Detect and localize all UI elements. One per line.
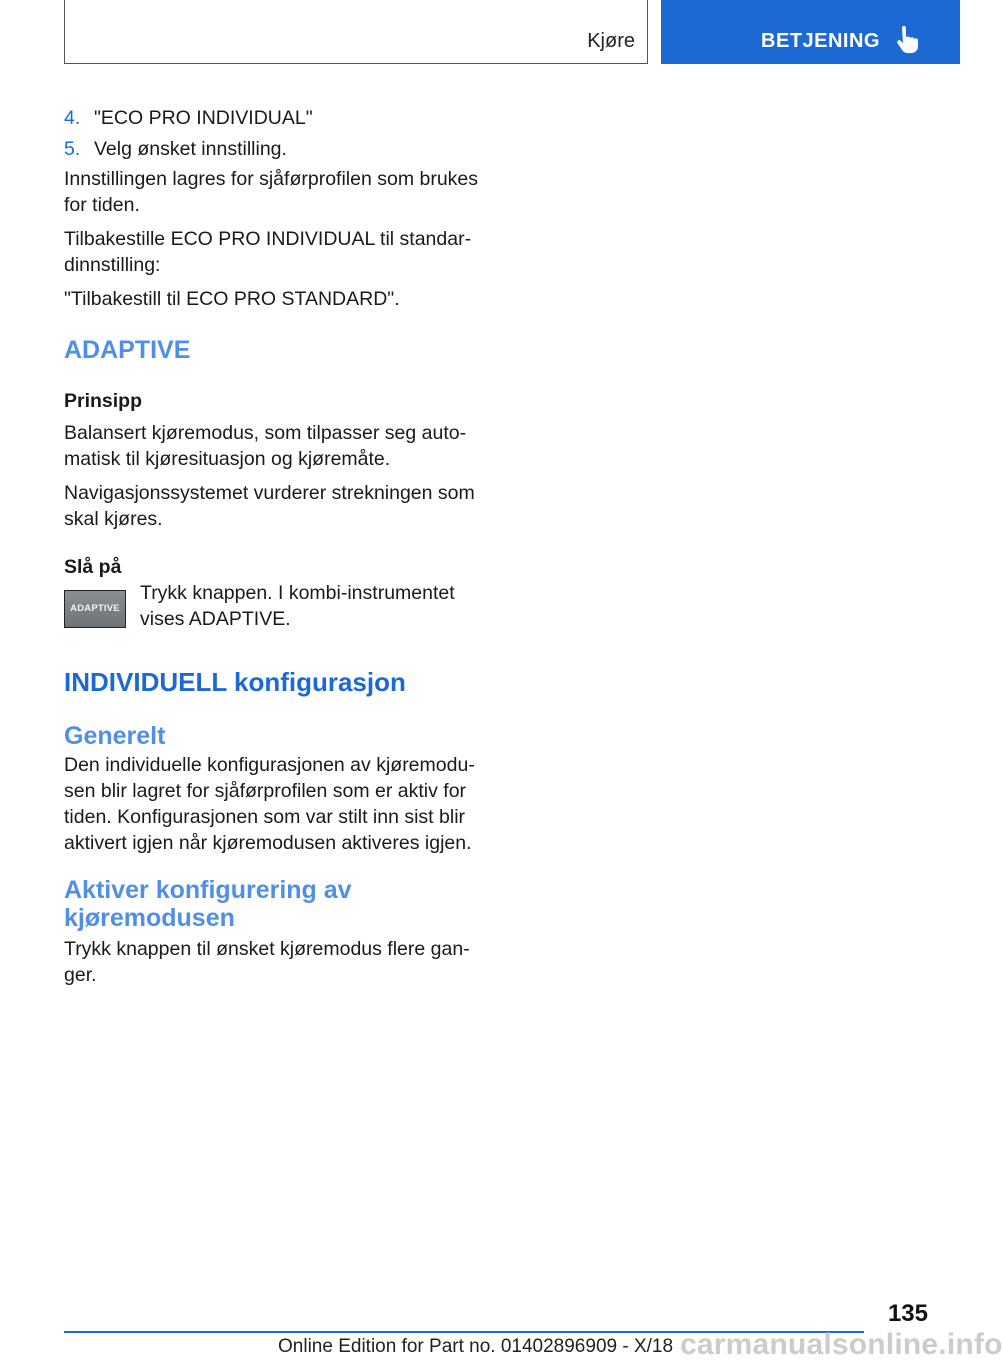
header-section-box	[64, 0, 648, 64]
paragraph-principle-2: Navigasjonssystemet vurderer strekningen som skal kjøres.	[64, 482, 475, 530]
section-title: Kjøre	[587, 30, 635, 52]
main-content	[64, 100, 478, 996]
heading-adaptive: ADAPTIVE	[64, 336, 191, 364]
step-text: Velg ønsket innstilling.	[94, 138, 287, 160]
step-number: 4.	[64, 107, 81, 129]
watermark: carmanualsonline.info	[680, 1328, 1003, 1361]
switch-on-row	[64, 582, 478, 632]
chapter-tab[interactable]	[661, 0, 960, 64]
adaptive-button-image: ADAPTIVE	[64, 590, 126, 628]
heading-principle: Prinsipp	[64, 390, 143, 412]
heading-switch-on: Slå på	[64, 556, 122, 578]
paragraph-profile-save: Innstillingen lagres for sjåførprofilen som brukes for tiden.	[64, 168, 479, 216]
heading-general: Generelt	[64, 722, 166, 750]
step-number: 5.	[64, 138, 81, 160]
step-4	[64, 105, 478, 131]
switch-on-text: Trykk knappen. I kombi-instrumentet vises ADAPTIVE.	[140, 582, 455, 630]
paragraph-reset: Tilbakestille ECO PRO INDIVIDUAL til standardinnstilling:	[64, 228, 472, 276]
paragraph-activate: Trykk knappen til ønsket kjøremodus flere ganger.	[64, 938, 470, 986]
heading-activate-config: Aktiver konfigurering av kjøremodusen	[64, 876, 352, 932]
heading-individual-config: INDIVIDUELL konfigurasjon	[64, 667, 406, 697]
chapter-title: BETJENING	[761, 30, 880, 52]
hand-pointer-icon	[895, 26, 921, 54]
step-text: "ECO PRO INDIVIDUAL"	[94, 107, 313, 129]
paragraph-general: Den individuelle konfigurasjonen av kjøremodusen blir lagret for sjåførprofilen som er aktiv for tiden. Konfigurasjonen som var stilt inn sist blir aktivert igjen når kjøremodusen aktiveres igjen.	[64, 754, 475, 854]
paragraph-reset-command: "Tilbakestill til ECO PRO STANDARD".	[64, 288, 400, 310]
footer-edition: Online Edition for Part no. 01402896909 - X/18	[278, 1336, 674, 1357]
step-5	[64, 136, 478, 162]
page-number: 135	[887, 1300, 928, 1327]
paragraph-principle-1: Balansert kjøremodus, som tilpasser seg automatisk til kjøresituasjon og kjøremåte.	[64, 422, 467, 470]
